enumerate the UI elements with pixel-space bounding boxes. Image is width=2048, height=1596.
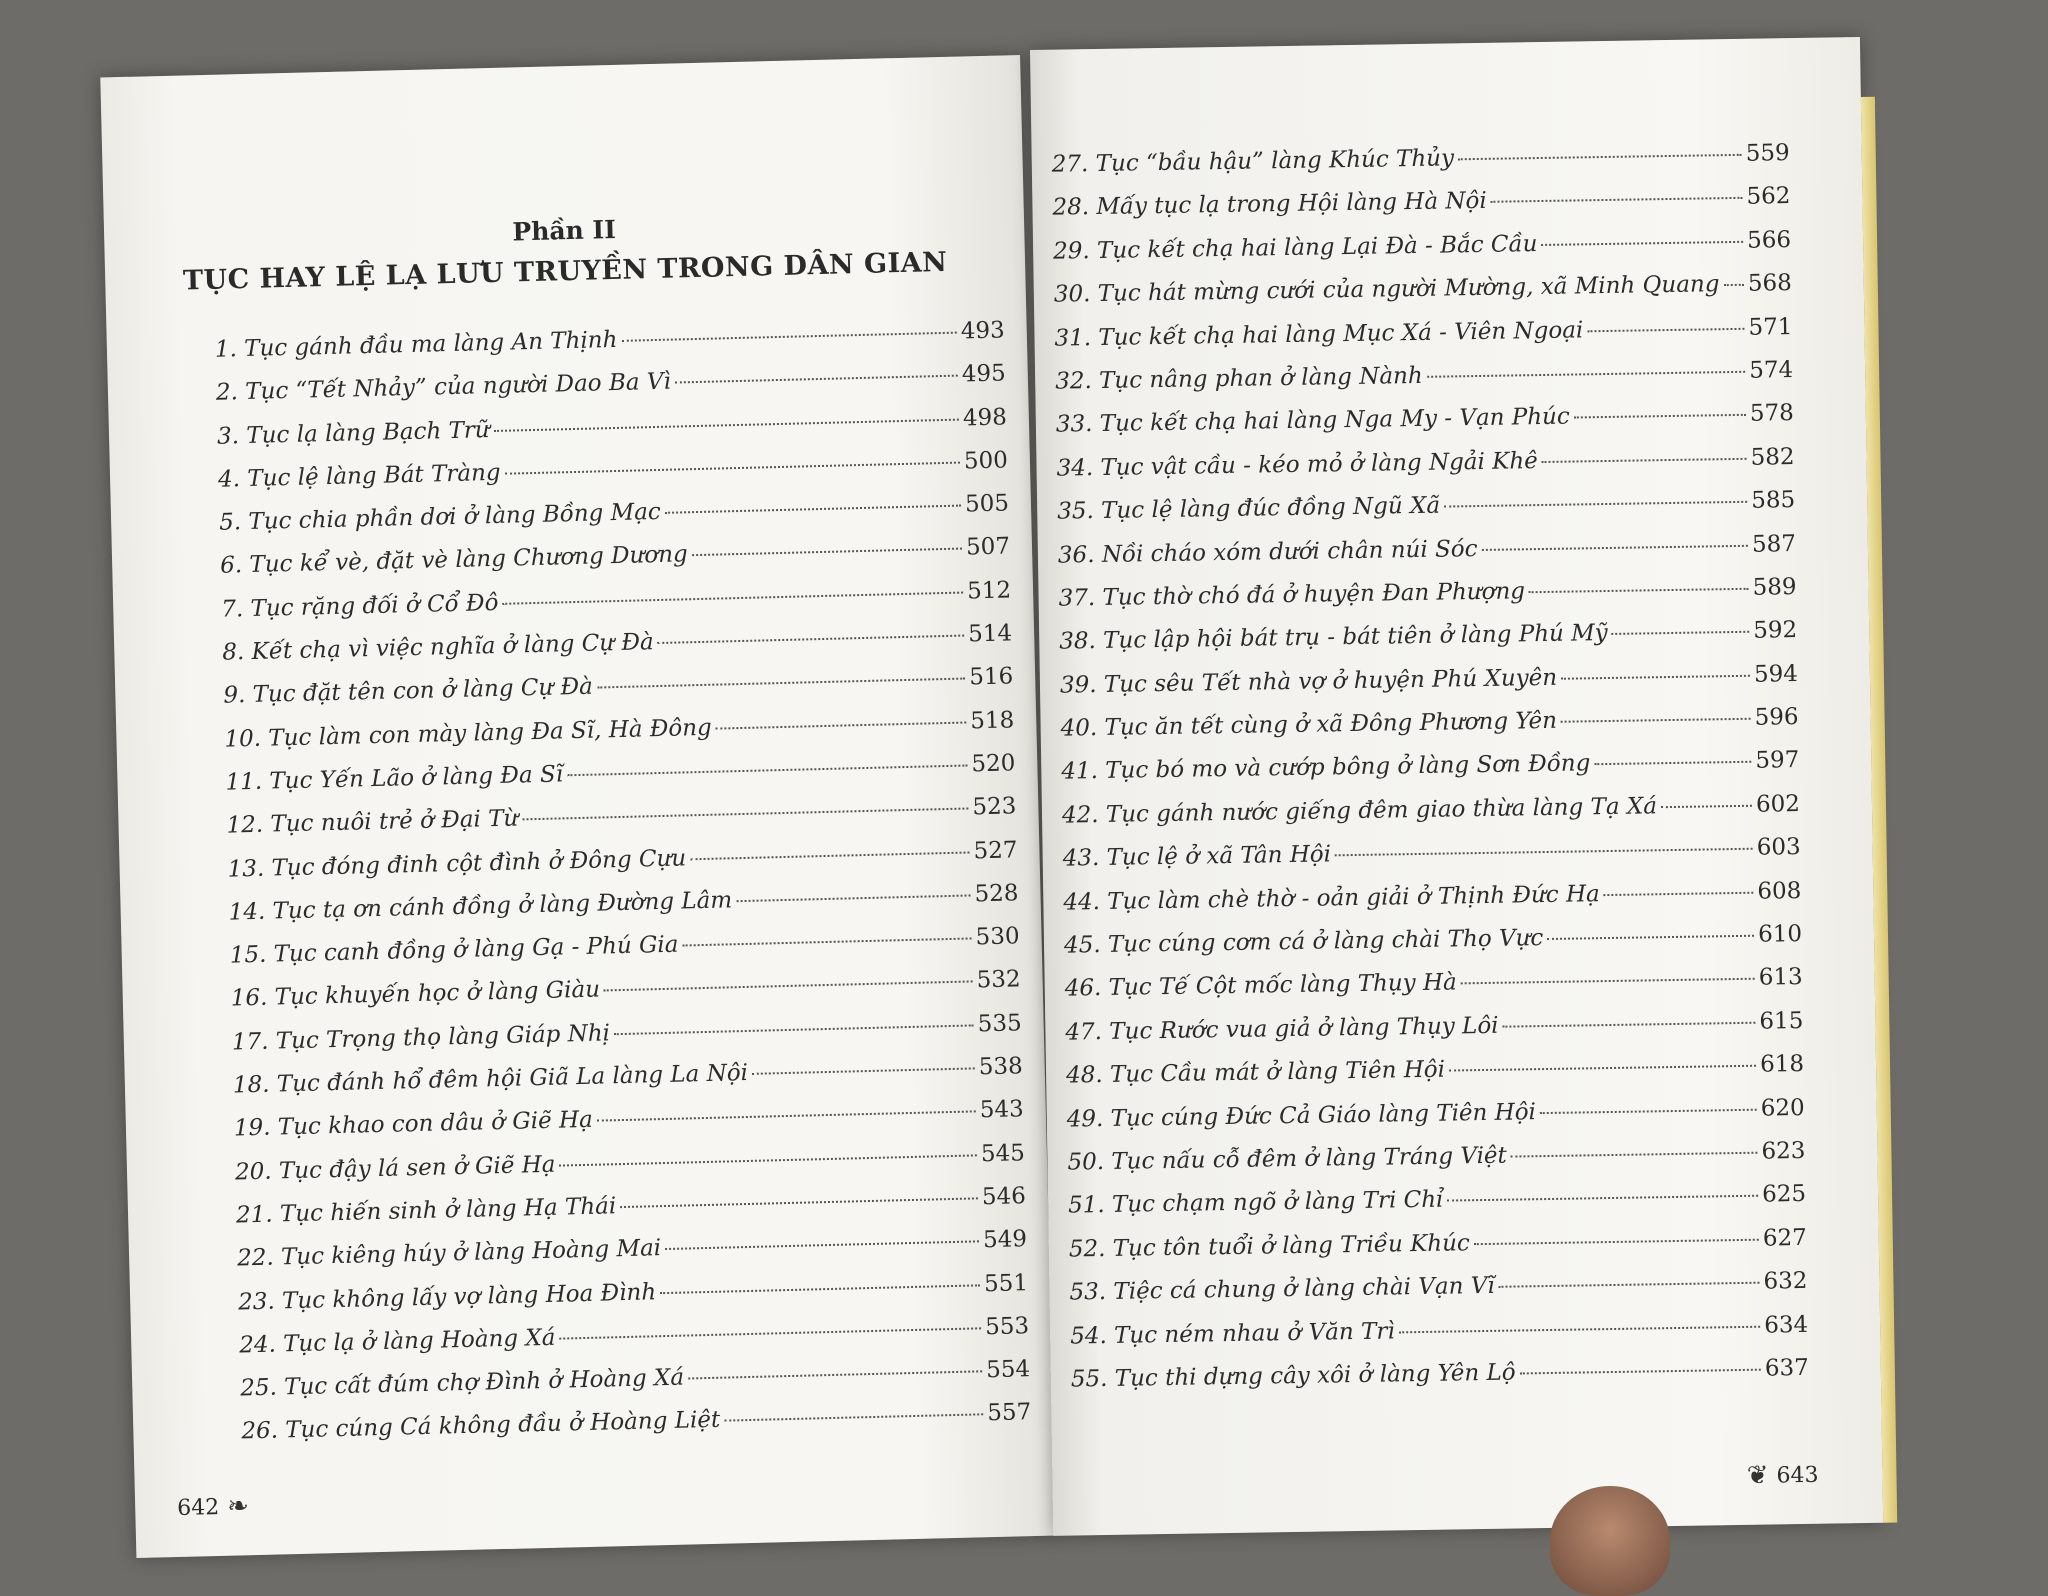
toc-entry-title: 52. Tục tôn tuổi ở làng Triều Khúc <box>1068 1230 1470 1263</box>
toc-entry-page: 516 <box>968 663 1014 691</box>
dot-leader <box>690 851 969 860</box>
toc-entry-title: 26. Tục cúng Cá không đầu ở Hoàng Liệt <box>241 1407 721 1445</box>
toc-entry-title: 51. Tục chạm ngõ ở làng Tri Chỉ <box>1067 1187 1444 1219</box>
toc-entry-page: 578 <box>1749 400 1795 428</box>
dot-leader <box>522 808 968 821</box>
toc-entry-title: 32. Tục nâng phan ở làng Nành <box>1055 362 1423 395</box>
dot-leader <box>502 591 963 604</box>
toc-entry-page: 518 <box>970 707 1015 735</box>
toc-entry-page: 559 <box>1745 140 1790 167</box>
dot-leader <box>1547 935 1754 940</box>
dot-leader <box>1587 327 1744 331</box>
toc-entry-title: 31. Tục kết chạ hai làng Mục Xá - Viên Ngoại <box>1054 316 1584 352</box>
toc-entry-title: 45. Tục cúng cơm cá ở làng chài Thọ Vực <box>1063 925 1544 959</box>
toc-entry-title: 23. Tục không lấy vợ làng Hoa Đình <box>237 1278 657 1315</box>
toc-entry-page: 615 <box>1759 1007 1804 1035</box>
toc-entry-page: 520 <box>971 750 1016 778</box>
toc-entry-page: 514 <box>967 620 1013 648</box>
toc-entry-page: 530 <box>975 923 1020 951</box>
dot-leader <box>1541 241 1743 246</box>
dot-leader <box>620 1197 978 1208</box>
dot-leader <box>682 938 971 947</box>
dot-leader <box>494 418 959 431</box>
dot-leader <box>1561 674 1750 679</box>
dot-leader <box>604 981 973 992</box>
toc-entry-title: 1. Tục gánh đầu ma làng An Thịnh <box>214 326 618 363</box>
toc-entry-title: 5. Tục chia phần dơi ở làng Bồng Mạc <box>218 499 662 536</box>
toc-entry-title: 49. Tục cúng Đức Cả Giáo làng Tiên Hội <box>1066 1098 1537 1133</box>
toc-entry-title: 7. Tục rặng đối ở Cổ Đô <box>220 589 499 623</box>
page-number-left <box>177 1491 250 1523</box>
dot-leader <box>1458 154 1742 160</box>
toc-entry-page: 623 <box>1761 1137 1806 1165</box>
toc-entry-title: 12. Tục nuôi trẻ ở Đại Từ <box>226 805 519 839</box>
toc-entry-title: 8. Kết chạ vì việc nghĩa ở làng Cự Đà <box>222 629 655 666</box>
toc-entry-page: 545 <box>980 1139 1026 1167</box>
toc-entry-page: 512 <box>966 577 1012 605</box>
toc-entry-page: 557 <box>986 1399 1032 1427</box>
toc-entry-title: 20. Tục đậy lá sen ở Giẽ Hạ <box>234 1151 556 1186</box>
toc-entry-title: 25. Tục cất đúm chợ Đình ở Hoàng Xá <box>240 1364 685 1402</box>
dot-leader <box>1447 1195 1758 1202</box>
toc-entry-title: 21. Tục hiến sinh ở làng Hạ Thái <box>235 1193 617 1229</box>
dot-leader <box>1491 197 1743 203</box>
toc-entry-title: 41. Tục bó mo và cướp bông ở làng Sơn Đồng <box>1061 750 1591 786</box>
toc-entry-page: 603 <box>1756 834 1801 861</box>
toc-entry-page: 546 <box>981 1183 1027 1211</box>
toc-entry-page: 495 <box>961 360 1007 388</box>
dot-leader <box>597 1111 976 1122</box>
toc-entry-page: 610 <box>1757 921 1803 948</box>
toc-entry-page: 498 <box>962 404 1008 432</box>
dot-leader <box>621 332 956 342</box>
toc-entry-title: 36. Nồi cháo xóm dưới chân núi Sóc <box>1057 535 1478 569</box>
toc-entry-title: 19. Tục khao con dâu ở Giẽ Hạ <box>233 1107 594 1142</box>
toc-entry-page: 507 <box>965 533 1011 561</box>
dot-leader <box>1335 848 1753 857</box>
dot-leader <box>1594 761 1751 765</box>
dot-leader <box>559 1154 977 1166</box>
dot-leader <box>1612 631 1750 635</box>
toc-entry-title: 4. Tục lệ làng Bát Tràng <box>217 459 501 493</box>
toc-entry-title: 16. Tục khuyến học ở làng Giàu <box>230 976 601 1013</box>
toc-entry-page: 568 <box>1747 270 1792 297</box>
toc-entry-title: 53. Tiệc cá chung ở làng chài Vạn Vĩ <box>1069 1273 1495 1306</box>
toc-entry-title: 13. Tục đóng đinh cột đình ở Đông Cựu <box>227 844 687 883</box>
dot-leader <box>660 1284 980 1294</box>
toc-entry-title: 50. Tục nấu cỗ đêm ở làng Tráng Việt <box>1067 1142 1508 1176</box>
toc-entry-page: 535 <box>977 1010 1022 1038</box>
dot-leader <box>1461 978 1755 985</box>
dot-leader <box>1604 891 1754 895</box>
dot-leader <box>1661 805 1752 808</box>
toc-entry-page: 528 <box>974 880 1019 908</box>
cloud-ornament-icon: ❧ <box>226 1491 250 1522</box>
dot-leader <box>1482 544 1748 550</box>
dot-leader <box>1474 1238 1759 1244</box>
toc-entry-page: 505 <box>964 490 1010 518</box>
toc-entry-page: 608 <box>1757 877 1802 905</box>
dot-leader <box>1540 1108 1757 1113</box>
toc-entry-title: 40. Tục ăn tết cùng ở xã Đông Phương Yên <box>1060 707 1558 742</box>
right-page <box>1030 37 1883 1536</box>
toc-entry-page: 554 <box>985 1356 1031 1384</box>
toc-entry-title: 14. Tục tạ ơn cánh đồng ở làng Đường Lâm <box>228 887 733 926</box>
toc-entry-title: 18. Tục đánh hổ đêm hội Giã La làng La Nội <box>232 1060 749 1099</box>
dot-leader <box>1520 1369 1761 1375</box>
dot-leader <box>614 1024 974 1035</box>
section-title: TỤC HAY LỆ LẠ LƯU TRUYỀN TRONG DÂN GIAN <box>182 246 948 297</box>
toc-entry-page: 493 <box>960 317 1006 345</box>
dot-leader <box>724 1414 983 1422</box>
toc-entry-page: 592 <box>1753 617 1798 645</box>
dot-leader <box>736 894 970 902</box>
toc-entry-page: 571 <box>1748 313 1793 341</box>
dot-leader <box>658 635 965 644</box>
toc-entry-page: 594 <box>1753 660 1799 688</box>
toc-entry-title: 2. Tục “Tết Nhảy” của người Dao Ba Vì <box>215 368 672 407</box>
toc-entry-page: 585 <box>1751 487 1796 514</box>
toc-entry-title: 55. Tục thi dựng cây xôi ở làng Yên Lộ <box>1070 1359 1516 1393</box>
toc-entry-page: 523 <box>972 793 1017 821</box>
toc-entry-title: 47. Tục Rước vua giả ở làng Thụy Lôi <box>1065 1012 1499 1046</box>
toc-entry-title: 33. Tục kết chạ hai làng Nga My - Vạn Phúc <box>1055 403 1570 438</box>
toc-entry-title: 15. Tục canh đồng ở làng Gạ - Phú Gia <box>229 931 679 969</box>
dot-leader <box>665 1241 979 1251</box>
toc-entry-page: 589 <box>1752 573 1797 601</box>
dot-leader <box>675 375 958 384</box>
toc-entry-page: 620 <box>1760 1094 1805 1122</box>
toc-entry-title: 22. Tục kiêng húy ở làng Hoàng Mai <box>236 1235 662 1272</box>
section-label: Phần II <box>512 214 617 247</box>
toc-list-right <box>1032 139 1882 1410</box>
toc-entry-title: 38. Tục lập hội bát trụ - bát tiên ở làng Phú Mỹ <box>1059 620 1608 655</box>
dot-leader <box>1574 414 1746 419</box>
toc-entry-title: 24. Tục lạ ở làng Hoàng Xá <box>238 1324 556 1359</box>
toc-entry-page: 597 <box>1755 747 1800 775</box>
dot-leader <box>1399 1325 1761 1333</box>
dot-leader <box>597 678 966 689</box>
page-number-value: 643 <box>1776 1462 1819 1488</box>
open-book <box>40 20 1920 1536</box>
cloud-ornament-icon: ❦ <box>1746 1460 1769 1491</box>
toc-entry-title: 54. Tục ném nhau ở Văn Trì <box>1070 1317 1395 1350</box>
toc-entry-page: 596 <box>1754 704 1799 731</box>
toc-entry-page: 543 <box>979 1096 1025 1124</box>
dot-leader <box>1529 588 1749 593</box>
toc-entry-page: 500 <box>963 447 1009 475</box>
toc-entry-title: 17. Tục Trọng thọ làng Giáp Nhị <box>231 1020 611 1056</box>
dot-leader <box>665 505 961 514</box>
dot-leader <box>1511 1152 1758 1158</box>
toc-entry-title: 44. Tục làm chè thờ - oản giải ở Thịnh Đức Hạ <box>1063 880 1600 916</box>
dot-leader <box>567 764 967 776</box>
toc-entry-page: 538 <box>978 1053 1024 1081</box>
toc-entry-page: 637 <box>1764 1354 1810 1382</box>
toc-entry-title: 48. Tục Cầu mát ở làng Tiên Hội <box>1065 1056 1446 1089</box>
toc-entry-page: 587 <box>1751 530 1797 558</box>
toc-entry-page: 549 <box>982 1226 1028 1254</box>
toc-entry-title: 34. Tục vật cầu - kéo mỏ ở làng Ngải Khê <box>1056 447 1538 482</box>
toc-entry-title: 28. Mấy tục lạ trong Hội làng Hà Nội <box>1052 188 1487 222</box>
toc-entry-title: 42. Tục gánh nước giếng đêm giao thừa làng Tạ Xá <box>1061 793 1658 829</box>
toc-entry-page: 553 <box>984 1312 1030 1341</box>
dot-leader <box>1561 718 1751 723</box>
toc-entry-title: 29. Tục kết chạ hai làng Lại Đà - Bắc Cầu <box>1052 230 1538 265</box>
dot-leader <box>1427 371 1746 378</box>
toc-entry-title: 30. Tục hát mừng cưới của người Mường, xã Minh Quang <box>1053 271 1720 308</box>
toc-entry-title: 11. Tục Yến Lão ở làng Đa Sĩ <box>225 761 564 796</box>
toc-entry-page: 527 <box>973 836 1018 864</box>
dot-leader <box>692 548 962 557</box>
dot-leader <box>559 1327 981 1339</box>
toc-entry-title: 3. Tục lạ làng Bạch Trữ <box>216 416 490 450</box>
toc-entry-title: 46. Tục Tế Cột mốc làng Thụy Hà <box>1064 969 1457 1002</box>
dot-leader <box>688 1370 982 1379</box>
toc-entry-title: 43. Tục lệ ở xã Tân Hội <box>1062 841 1332 872</box>
toc-entry-page: 625 <box>1761 1181 1807 1209</box>
toc-entry-page: 634 <box>1764 1311 1809 1339</box>
toc-entry-page: 562 <box>1746 183 1791 211</box>
toc-entry-page: 566 <box>1746 226 1792 254</box>
toc-entry-page: 613 <box>1758 964 1803 992</box>
dot-leader <box>716 721 967 729</box>
toc-entry-page: 627 <box>1762 1224 1807 1252</box>
dot-leader <box>505 461 960 474</box>
toc-entry-title: 37. Tục thờ chó đá ở huyện Đan Phượng <box>1058 578 1526 612</box>
toc-entry-title: 35. Tục lệ làng đúc đồng Ngũ Xã <box>1057 492 1441 525</box>
dot-leader <box>752 1067 975 1074</box>
toc-entry-page: 551 <box>983 1269 1029 1297</box>
toc-entry-title: 39. Tục sêu Tết nhà vợ ở huyện Phú Xuyên <box>1059 664 1558 699</box>
toc-entry-page: 574 <box>1749 357 1794 384</box>
dot-leader <box>1449 1065 1756 1072</box>
left-page <box>100 55 1056 1558</box>
toc-list-left <box>107 317 1054 1465</box>
dot-leader <box>1542 458 1747 463</box>
page-number-right <box>1746 1460 1818 1491</box>
dot-leader <box>1444 501 1747 508</box>
toc-entry-page: 582 <box>1750 443 1795 471</box>
toc-entry-page: 632 <box>1763 1268 1808 1295</box>
dot-leader <box>1499 1282 1760 1288</box>
dot-leader <box>1503 1022 1756 1028</box>
toc-entry-title: 6. Tục kể vè, đặt vè làng Chương Dương <box>219 541 689 580</box>
thumb <box>1550 1486 1670 1596</box>
toc-entry-page: 618 <box>1759 1051 1805 1078</box>
toc-entry-title: 27. Tục “bầu hậu” làng Khúc Thủy <box>1051 145 1455 178</box>
toc-entry-title: 9. Tục đặt tên con ở làng Cự Đà <box>223 674 594 710</box>
dot-leader <box>1723 284 1743 286</box>
toc-entry-page: 532 <box>976 966 1021 994</box>
toc-entry-page: 602 <box>1755 790 1801 818</box>
toc-entry-title: 10. Tục làm con mày làng Đa Sĩ, Hà Đông <box>224 714 713 753</box>
page-number-value: 642 <box>176 1494 220 1521</box>
